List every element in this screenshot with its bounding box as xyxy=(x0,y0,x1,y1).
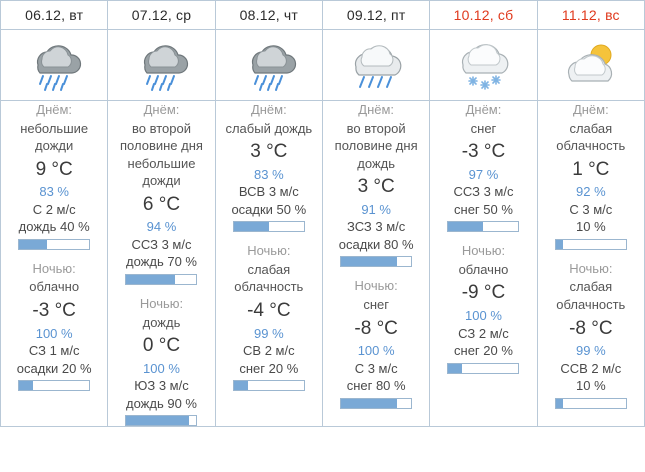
night-condition-1: дождь xyxy=(142,314,181,330)
day-humidity-5: 92 % xyxy=(576,184,606,200)
day-precip-label-0: дождь 40 % xyxy=(18,219,90,235)
day-title-1: Днём: xyxy=(143,102,180,117)
night-wind-5: ССВ 2 м/с xyxy=(560,360,622,376)
night-temp-0: -3 °C xyxy=(32,300,76,322)
night-precip-bar-4 xyxy=(447,363,519,374)
day-condition-0: небольшие дожди xyxy=(20,120,89,154)
day-humidity-4: 97 % xyxy=(468,166,499,182)
night-temp-2: -4 °C xyxy=(247,300,291,322)
day-header-0[interactable]: 06.12, вт xyxy=(1,1,108,30)
weather-icon-cell-1 xyxy=(108,30,215,101)
day-precip-bar-3 xyxy=(340,256,412,267)
day-column-2 xyxy=(215,101,322,427)
day-wind-5: С 3 м/с xyxy=(569,201,613,217)
rain-heavy-cloud-icon xyxy=(237,35,301,95)
night-condition-5: слабая облачность xyxy=(556,279,626,313)
weather-icon-cell-3 xyxy=(322,30,429,101)
day-precip-bar-5 xyxy=(555,239,627,250)
day-humidity-0: 83 % xyxy=(39,184,69,200)
night-title-5: Ночью: xyxy=(569,260,613,276)
day-wind-0: С 2 м/с xyxy=(32,201,76,217)
night-precip-label-2: снег 20 % xyxy=(239,360,299,376)
night-wind-2: СВ 2 м/с xyxy=(243,343,295,359)
day-header-4[interactable]: 10.12, сб xyxy=(430,1,537,30)
night-condition-4: облачно xyxy=(458,261,509,277)
night-precip-label-1: дождь 90 % xyxy=(126,395,197,411)
sun-cloud-icon xyxy=(559,35,623,95)
night-condition-3: снег xyxy=(363,297,389,313)
day-headers-row xyxy=(1,1,645,30)
night-temp-3: -8 °C xyxy=(354,317,398,339)
day-precip-label-4: снег 50 % xyxy=(454,201,513,217)
day-condition-5: слабая облачность xyxy=(556,120,626,154)
night-temp-1: 0 °C xyxy=(142,335,181,357)
weather-icon-cell-2 xyxy=(215,30,322,101)
day-header-2[interactable]: 08.12, чт xyxy=(215,1,322,30)
night-title-4: Ночью: xyxy=(461,243,506,259)
night-precip-label-4: снег 20 % xyxy=(454,343,513,359)
day-precip-bar-1 xyxy=(125,274,197,285)
night-precip-bar-1 xyxy=(125,415,197,426)
day-wind-1: ССЗ 3 м/с xyxy=(131,236,192,252)
night-condition-2: слабая облачность xyxy=(234,261,304,295)
night-precip-bar-0 xyxy=(18,380,90,391)
day-temp-0: 9 °C xyxy=(35,158,73,180)
day-condition-3: во второй половине дня дождь xyxy=(334,120,418,171)
night-humidity-4: 100 % xyxy=(465,308,502,324)
day-humidity-2: 83 % xyxy=(254,166,284,182)
night-humidity-1: 100 % xyxy=(143,360,180,376)
night-temp-4: -9 °C xyxy=(461,282,506,304)
night-title-2: Ночью: xyxy=(247,243,291,259)
night-humidity-5: 99 % xyxy=(576,343,606,359)
weather-icon-cell-5 xyxy=(537,30,644,101)
night-wind-0: СЗ 1 м/с xyxy=(28,343,80,359)
rain-shower-cloud-icon xyxy=(344,35,408,95)
day-title-0: Днём: xyxy=(36,102,73,117)
day-column-3 xyxy=(322,101,429,427)
day-precip-label-1: дождь 70 % xyxy=(126,254,197,270)
night-precip-bar-2 xyxy=(233,380,305,391)
night-precip-label-3: снег 80 % xyxy=(346,378,406,394)
night-title-3: Ночью: xyxy=(354,278,398,294)
day-precip-label-5: 10 % xyxy=(576,219,606,235)
day-precip-bar-0 xyxy=(18,239,90,250)
day-temp-3: 3 °C xyxy=(357,176,395,198)
day-title-3: Днём: xyxy=(358,102,395,117)
day-wind-2: ВСВ 3 м/с xyxy=(238,184,299,200)
day-humidity-1: 94 % xyxy=(146,219,177,235)
weather-icon-cell-0 xyxy=(1,30,108,101)
day-precip-label-3: осадки 80 % xyxy=(338,236,414,252)
day-precip-label-2: осадки 50 % xyxy=(231,201,307,217)
day-column-0 xyxy=(1,101,108,427)
day-precip-bar-2 xyxy=(233,221,305,232)
day-precip-bar-4 xyxy=(447,221,519,232)
icons-row xyxy=(1,30,645,101)
weather-icon-cell-4 xyxy=(430,30,537,101)
night-title-0: Ночью: xyxy=(32,260,76,276)
day-wind-4: ССЗ 3 м/с xyxy=(453,184,514,200)
night-precip-label-0: осадки 20 % xyxy=(16,360,92,376)
night-wind-4: СЗ 2 м/с xyxy=(458,325,509,341)
details-row xyxy=(1,101,645,427)
day-condition-4: снег xyxy=(470,120,497,136)
day-column-5 xyxy=(537,101,644,427)
night-precip-bar-5 xyxy=(555,398,627,409)
day-condition-1: во второй половине дня небольшие дожди xyxy=(120,120,203,189)
day-title-4: Днём: xyxy=(465,102,502,117)
day-title-5: Днём: xyxy=(572,102,609,117)
rain-heavy-cloud-icon xyxy=(129,35,193,95)
night-title-1: Ночью: xyxy=(139,296,184,312)
rain-heavy-cloud-icon xyxy=(22,35,86,95)
snow-cloud-icon xyxy=(451,35,515,95)
night-wind-1: ЮЗ 3 м/с xyxy=(134,378,189,394)
day-header-3[interactable]: 09.12, пт xyxy=(322,1,429,30)
day-temp-1: 6 °C xyxy=(142,193,181,215)
day-temp-2: 3 °C xyxy=(250,141,288,163)
day-temp-5: 1 °C xyxy=(572,158,610,180)
night-temp-5: -8 °C xyxy=(569,317,613,339)
day-condition-2: слабый дождь xyxy=(225,120,313,136)
day-column-1 xyxy=(108,101,215,427)
night-humidity-3: 100 % xyxy=(357,343,395,359)
night-humidity-2: 99 % xyxy=(254,325,284,341)
night-condition-0: облачно xyxy=(29,279,80,295)
day-temp-4: -3 °C xyxy=(461,141,506,163)
night-precip-label-5: 10 % xyxy=(576,378,606,394)
day-header-1[interactable]: 07.12, ср xyxy=(108,1,215,30)
day-column-4 xyxy=(430,101,537,427)
day-wind-3: ЗСЗ 3 м/с xyxy=(346,219,406,235)
night-precip-bar-3 xyxy=(340,398,412,409)
day-humidity-3: 91 % xyxy=(361,201,391,217)
night-humidity-0: 100 % xyxy=(35,325,73,341)
day-header-5[interactable]: 11.12, вс xyxy=(537,1,644,30)
day-title-2: Днём: xyxy=(250,102,287,117)
night-wind-3: С 3 м/с xyxy=(354,360,398,376)
